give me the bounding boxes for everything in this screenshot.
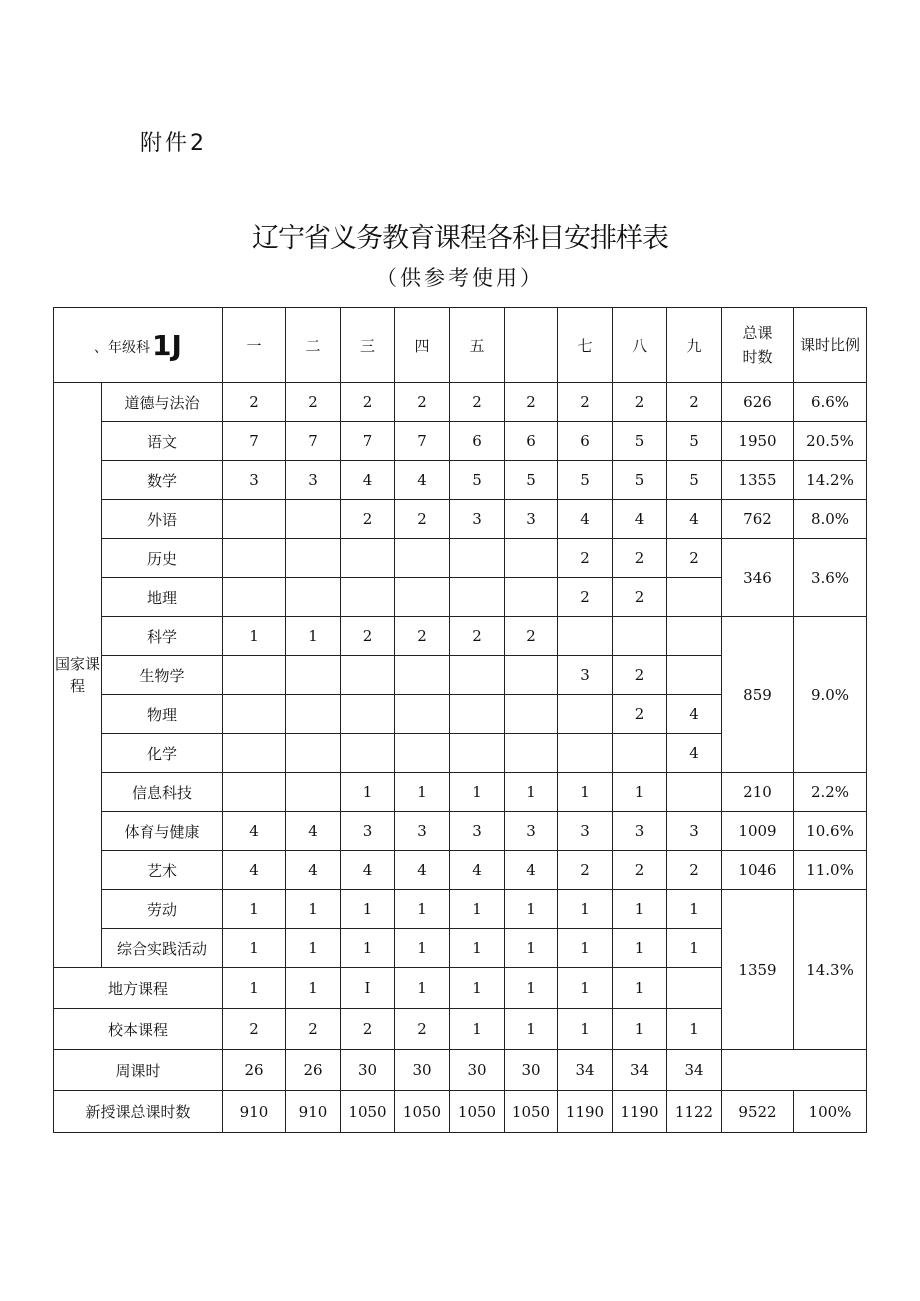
hours-cell: 1 [667, 929, 722, 968]
hours-cell: 7 [286, 422, 341, 461]
table-row [54, 890, 867, 929]
hours-cell: 1190 [613, 1091, 667, 1133]
hours-cell [613, 617, 667, 656]
subject-name: 新授课总课时数 [54, 1091, 223, 1133]
table-row [54, 851, 867, 890]
corner-label: 、年级科 [94, 339, 151, 356]
hours-cell [286, 734, 341, 773]
subject-name: 劳动 [102, 890, 223, 929]
hours-cell: 2 [613, 539, 667, 578]
hours-cell [505, 539, 558, 578]
attachment-label: 附件2 [140, 131, 207, 156]
document-title: 辽宁省义务教育课程各科目安排样表 [252, 223, 668, 254]
hours-cell: 4 [667, 734, 722, 773]
grade-header: 四 [395, 308, 450, 383]
hours-cell: 2 [450, 617, 505, 656]
hours-cell: 34 [667, 1050, 722, 1091]
hours-cell: 2 [667, 539, 722, 578]
hour-ratio: 2.2% [794, 773, 867, 812]
subject-name: 生物学 [102, 656, 223, 695]
empty-cell [722, 1050, 867, 1091]
hours-cell: 1 [613, 890, 667, 929]
hours-cell: 5 [450, 461, 505, 500]
hours-cell: 1 [505, 773, 558, 812]
hours-cell: 3 [558, 656, 613, 695]
total-hours: 1046 [722, 851, 794, 890]
hours-cell [395, 578, 450, 617]
header-row [54, 308, 867, 383]
subject-name: 语文 [102, 422, 223, 461]
hours-cell [450, 539, 505, 578]
hours-cell [505, 578, 558, 617]
total-hours: 9522 [722, 1091, 794, 1133]
subject-name: 校本课程 [54, 1009, 223, 1050]
hours-cell [341, 734, 395, 773]
hours-cell: 2 [341, 383, 395, 422]
hours-cell: 5 [558, 461, 613, 500]
hour-ratio: 20.5% [794, 422, 867, 461]
hours-cell: 4 [450, 851, 505, 890]
hours-cell: 2 [558, 578, 613, 617]
hours-cell: 3 [286, 461, 341, 500]
hours-cell: 2 [613, 578, 667, 617]
hours-cell: 2 [558, 383, 613, 422]
hours-cell: 1 [667, 1009, 722, 1050]
total-hours: 762 [722, 500, 794, 539]
hours-cell [223, 773, 286, 812]
total-hours: 1009 [722, 812, 794, 851]
hours-cell: 1 [223, 968, 286, 1009]
subject-name: 地理 [102, 578, 223, 617]
hours-cell: 3 [558, 812, 613, 851]
grade-header [505, 308, 558, 383]
hours-cell [505, 656, 558, 695]
grade-header: 八 [613, 308, 667, 383]
hours-cell: 3 [223, 461, 286, 500]
hours-cell: 2 [395, 383, 450, 422]
hour-ratio: 3.6% [794, 539, 867, 617]
hours-cell: 4 [223, 851, 286, 890]
total-hours: 626 [722, 383, 794, 422]
hours-cell: 2 [341, 1009, 395, 1050]
hours-cell: 1190 [558, 1091, 613, 1133]
hours-cell: 1 [613, 773, 667, 812]
hour-ratio: 100% [794, 1091, 867, 1133]
hours-cell: I [341, 968, 395, 1009]
hours-cell: 34 [558, 1050, 613, 1091]
hours-cell: 4 [341, 851, 395, 890]
hours-cell [341, 656, 395, 695]
total-hours: 1359 [722, 890, 794, 1050]
hours-cell: 26 [286, 1050, 341, 1091]
hours-cell: 1 [613, 1009, 667, 1050]
hours-cell: 1 [450, 890, 505, 929]
total-hours: 859 [722, 617, 794, 773]
hours-cell: 1 [505, 890, 558, 929]
subject-name: 物理 [102, 695, 223, 734]
subject-name: 综合实践活动 [102, 929, 223, 968]
total-hours-header-line2: 时数 [742, 348, 773, 366]
hours-cell [667, 578, 722, 617]
hours-cell: 2 [395, 500, 450, 539]
hour-ratio: 11.0% [794, 851, 867, 890]
hours-cell: 3 [341, 812, 395, 851]
table-row [54, 383, 867, 422]
hours-cell: 4 [558, 500, 613, 539]
hours-cell: 2 [667, 383, 722, 422]
table-row [54, 1091, 867, 1133]
subject-name: 体育与健康 [102, 812, 223, 851]
hours-cell: 1 [505, 1009, 558, 1050]
hours-cell: 2 [223, 1009, 286, 1050]
hour-ratio: 10.6% [794, 812, 867, 851]
hours-cell: 4 [613, 500, 667, 539]
total-hours: 1355 [722, 461, 794, 500]
hours-cell: 1 [667, 890, 722, 929]
hours-cell [450, 695, 505, 734]
hours-cell [450, 734, 505, 773]
hours-cell: 1 [450, 1009, 505, 1050]
hours-cell: 2 [395, 617, 450, 656]
hours-cell [395, 539, 450, 578]
grade-header: 三 [341, 308, 395, 383]
hours-cell: 910 [223, 1091, 286, 1133]
hours-cell: 5 [667, 461, 722, 500]
hours-cell [223, 656, 286, 695]
hours-cell [286, 695, 341, 734]
grade-header: 七 [558, 308, 613, 383]
subject-name: 外语 [102, 500, 223, 539]
hours-cell [558, 617, 613, 656]
hours-cell [395, 695, 450, 734]
hours-cell: 2 [613, 695, 667, 734]
table-row [54, 539, 867, 578]
hour-ratio: 14.3% [794, 890, 867, 1050]
hours-cell: 4 [286, 812, 341, 851]
hours-cell: 2 [505, 617, 558, 656]
table-row [54, 617, 867, 656]
hours-cell: 2 [558, 539, 613, 578]
table-row [54, 812, 867, 851]
hours-cell: 6 [558, 422, 613, 461]
hours-cell: 2 [341, 617, 395, 656]
grade-header: 一 [223, 308, 286, 383]
hours-cell: 1 [395, 929, 450, 968]
hours-cell: 1 [395, 890, 450, 929]
hours-cell: 1 [613, 968, 667, 1009]
hours-cell: 1050 [505, 1091, 558, 1133]
hours-cell: 5 [667, 422, 722, 461]
subject-name: 化学 [102, 734, 223, 773]
hours-cell: 1 [450, 773, 505, 812]
grade-header: 五 [450, 308, 505, 383]
table-row [54, 1050, 867, 1091]
hours-cell: 1 [505, 929, 558, 968]
hours-cell: 34 [613, 1050, 667, 1091]
hours-cell: 1050 [450, 1091, 505, 1133]
total-hours-header-line1: 总课 [742, 324, 773, 342]
subject-name: 信息科技 [102, 773, 223, 812]
hours-cell: 30 [395, 1050, 450, 1091]
hours-cell: 2 [341, 500, 395, 539]
ratio-header: 课时比例 [794, 308, 867, 383]
hours-cell: 1 [558, 1009, 613, 1050]
subject-name: 地方课程 [54, 968, 223, 1009]
hours-cell [667, 968, 722, 1009]
hour-ratio: 14.2% [794, 461, 867, 500]
hours-cell: 3 [505, 500, 558, 539]
hours-cell: 4 [395, 461, 450, 500]
hours-cell: 6 [505, 422, 558, 461]
corner-cell [54, 308, 223, 383]
schedule-table [53, 307, 867, 1133]
hours-cell: 3 [450, 812, 505, 851]
subject-name: 周课时 [54, 1050, 223, 1091]
hours-cell: 3 [395, 812, 450, 851]
hours-cell: 2 [450, 383, 505, 422]
hours-cell [341, 539, 395, 578]
hours-cell [450, 656, 505, 695]
hours-cell: 1 [558, 929, 613, 968]
subject-name: 科学 [102, 617, 223, 656]
hours-cell: 26 [223, 1050, 286, 1091]
subject-name: 历史 [102, 539, 223, 578]
hours-cell: 7 [395, 422, 450, 461]
hours-cell: 2 [395, 1009, 450, 1050]
hours-cell: 1 [395, 773, 450, 812]
hours-cell: 1 [450, 929, 505, 968]
hours-cell [667, 773, 722, 812]
hour-ratio: 6.6% [794, 383, 867, 422]
total-hours-header [722, 308, 794, 383]
subject-name: 艺术 [102, 851, 223, 890]
hours-cell: 1 [558, 773, 613, 812]
hours-cell [341, 695, 395, 734]
hours-cell: 1050 [341, 1091, 395, 1133]
hours-cell: 4 [505, 851, 558, 890]
hours-cell: 1 [286, 929, 341, 968]
total-hours: 346 [722, 539, 794, 617]
hours-cell [223, 578, 286, 617]
hours-cell: 1 [223, 929, 286, 968]
hours-cell: 2 [223, 383, 286, 422]
hours-cell: 1 [223, 617, 286, 656]
hours-cell: 1122 [667, 1091, 722, 1133]
hours-cell: 1 [223, 890, 286, 929]
subject-name: 道德与法治 [102, 383, 223, 422]
table-row [54, 500, 867, 539]
hours-cell: 2 [667, 851, 722, 890]
hours-cell: 2 [558, 851, 613, 890]
hours-cell: 1 [286, 890, 341, 929]
hours-cell: 2 [286, 1009, 341, 1050]
hours-cell: 3 [450, 500, 505, 539]
document-subtitle: （供参考使用） [376, 266, 544, 290]
hours-cell: 2 [613, 383, 667, 422]
hour-ratio: 8.0% [794, 500, 867, 539]
subject-name: 数学 [102, 461, 223, 500]
hours-cell: 1 [286, 968, 341, 1009]
hours-cell: 4 [667, 500, 722, 539]
hours-cell: 5 [613, 422, 667, 461]
hours-cell: 1 [450, 968, 505, 1009]
hours-cell: 30 [505, 1050, 558, 1091]
hours-cell: 1 [558, 890, 613, 929]
hours-cell: 4 [395, 851, 450, 890]
table-row [54, 422, 867, 461]
hours-cell: 1050 [395, 1091, 450, 1133]
hours-cell: 1 [395, 968, 450, 1009]
hours-cell: 4 [341, 461, 395, 500]
hours-cell [286, 539, 341, 578]
hours-cell: 2 [613, 851, 667, 890]
hours-cell [286, 656, 341, 695]
corner-mark: 1J [152, 328, 182, 362]
hours-cell: 5 [613, 461, 667, 500]
hours-cell: 910 [286, 1091, 341, 1133]
total-hours: 210 [722, 773, 794, 812]
hours-cell: 1 [341, 773, 395, 812]
hours-cell: 5 [505, 461, 558, 500]
table-row [54, 461, 867, 500]
hours-cell: 6 [450, 422, 505, 461]
hours-cell: 1 [505, 968, 558, 1009]
hours-cell: 7 [341, 422, 395, 461]
hours-cell [223, 695, 286, 734]
hours-cell [395, 656, 450, 695]
hours-cell [505, 695, 558, 734]
hours-cell [286, 578, 341, 617]
hours-cell: 1 [558, 968, 613, 1009]
grade-header: 二 [286, 308, 341, 383]
hours-cell [450, 578, 505, 617]
hours-cell: 4 [286, 851, 341, 890]
hours-cell: 2 [505, 383, 558, 422]
hours-cell: 3 [505, 812, 558, 851]
hours-cell [667, 617, 722, 656]
hours-cell: 4 [667, 695, 722, 734]
hours-cell [667, 656, 722, 695]
hours-cell: 3 [613, 812, 667, 851]
category-cell: 国家课程 [54, 383, 102, 968]
hours-cell [558, 695, 613, 734]
total-hours: 1950 [722, 422, 794, 461]
hours-cell: 1 [613, 929, 667, 968]
hours-cell: 2 [613, 656, 667, 695]
hours-cell: 1 [341, 929, 395, 968]
hours-cell [286, 500, 341, 539]
hours-cell: 1 [286, 617, 341, 656]
hour-ratio: 9.0% [794, 617, 867, 773]
hours-cell [395, 734, 450, 773]
table-row [54, 773, 867, 812]
hours-cell: 30 [450, 1050, 505, 1091]
hours-cell [286, 773, 341, 812]
hours-cell: 3 [667, 812, 722, 851]
grade-header: 九 [667, 308, 722, 383]
hours-cell: 2 [286, 383, 341, 422]
hours-cell [505, 734, 558, 773]
hours-cell [341, 578, 395, 617]
hours-cell: 7 [223, 422, 286, 461]
hours-cell: 4 [223, 812, 286, 851]
hours-cell [613, 734, 667, 773]
hours-cell [558, 734, 613, 773]
hours-cell [223, 734, 286, 773]
hours-cell [223, 500, 286, 539]
hours-cell: 1 [341, 890, 395, 929]
hours-cell: 30 [341, 1050, 395, 1091]
hours-cell [223, 539, 286, 578]
